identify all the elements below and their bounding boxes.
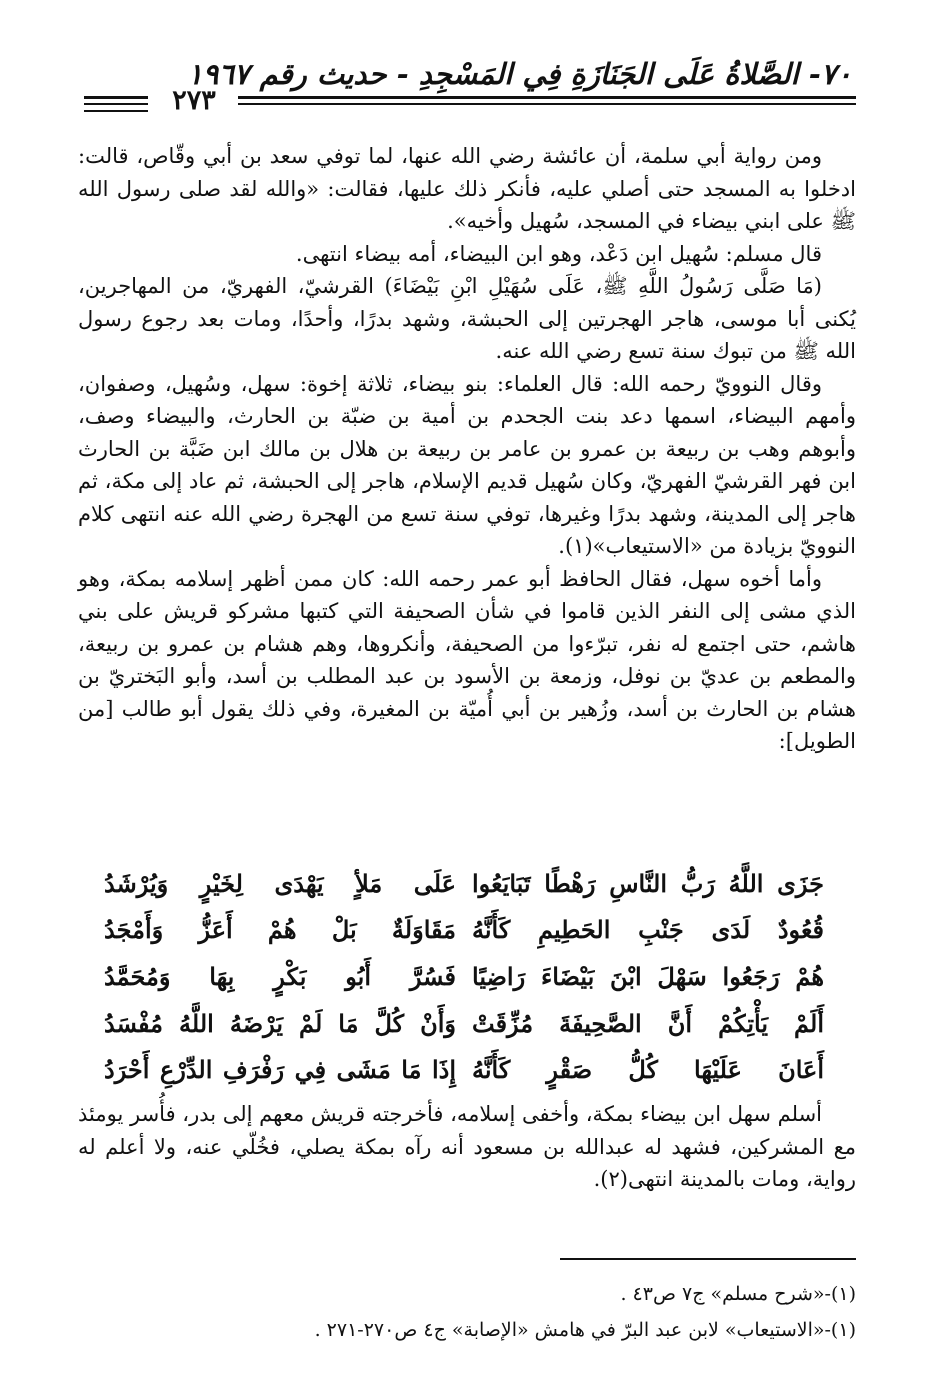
paragraph: ومن رواية أبي سلمة، أن عائشة رضي الله عنها، لما توفي سعد بن أبي وقّاص، قالت: ادخلوا به المسجد حتى أصلي عليه، فأنكر ذلك عليها، فقالت: «والله لقد صلى رسول الله ﷺ على ابني بيضاء في المسجد، سُهيل وأخيه». xyxy=(78,144,856,233)
paragraph: (مَا صَلَّى رَسُولُ اللَّهِ ﷺ، عَلَى سُهَيْلِ ابْنِ بَيْضَاءَ) القرشيّ، الفهريّ، من المهاجرين، يُكنى أبا موسى، هاجر الهجرتين إلى الحبشة، وشهد بدرًا، وأحدًا، ومات بعد رجوع رسول الله ﷺ من تبوك سنة تسع رضي الله عنه. xyxy=(78,274,856,363)
poem-verse xyxy=(96,907,832,954)
page-number: ٢٧٣ xyxy=(172,85,216,116)
main-text xyxy=(78,140,856,758)
closing-text xyxy=(78,1098,856,1196)
poem-verse xyxy=(96,1046,832,1093)
verse-second-hemistich: عَلَى مَلأٍ يَهْدَى لِخَيْرٍ وَيُرْشَدُ xyxy=(104,868,456,898)
paragraph: أسلم سهل ابن بيضاء بمكة، وأخفى إسلامه، فأخرجته قريش معهم إلى بدر، فأُسر يومئذ مع المشركين، فشهد له عبدالله بن مسعود أنه رآه بمكة يصلي، فخُلّي عنه، ولا أعلم له رواية، ومات بالمدينة انتهى(٢). xyxy=(78,1102,856,1191)
header-rule xyxy=(238,96,856,99)
verse-second-hemistich: إِذَا مَا مَشَى فِي رَفْرَفِ الدِّرْعِ أَحْرَدُ xyxy=(104,1055,456,1085)
running-header-title: ٧٠- الصَّلاةُ عَلَى الجَنَازَةِ فِي المَسْجِدِ - حديث رقم ١٩٦٧ xyxy=(187,57,852,91)
footnotes xyxy=(78,1276,856,1348)
page-number-rule xyxy=(84,103,148,105)
poem-verse xyxy=(96,1000,832,1047)
paragraph: قال مسلم: سُهيل ابن دَعْد، وهو ابن البيضاء، أمه بيضاء انتهى. xyxy=(295,241,822,266)
page-number-rule xyxy=(84,96,148,99)
footnote: (١)-«شرح مسلم» ج٧ ص٤٣ . xyxy=(620,1283,856,1305)
verse-second-hemistich: وَأَنْ كُلَّ مَا لَمْ يَرْضَهُ اللَّهُ مُفْسَدُ xyxy=(104,1008,456,1038)
verse-second-hemistich: مَقَاوَلَةٌ بَلْ هُمْ أَعَزُّ وَأَمْجَدُ xyxy=(104,915,456,945)
footnote: (١)-«الاستيعاب» لابن عبد البرّ في هامش «الإصابة» ج٤ ص٢٧٠-٢٧١ . xyxy=(314,1319,856,1341)
verse-second-hemistich: فَسُرَّ أَبُو بَكْرٍ بِهَا وَمُحَمَّدُ xyxy=(104,961,456,991)
page-number-rule xyxy=(84,110,148,112)
poem-verse xyxy=(96,953,832,1000)
verse-first-hemistich: جَزَى اللَّهُ رَبُّ النَّاسِ رَهْطًا تَبَايَعُوا xyxy=(472,868,824,898)
paragraph: وقال النوويّ رحمه الله: قال العلماء: بنو بيضاء، ثلاثة إخوة: سهل، وسُهيل، وصفوان، وأمهم البيضاء، اسمها دعد بنت الجحدم بن أمية بن ضبّة بن الحارث، والبيضاء وصف، وأبوهم وهب بن ربيعة بن عمرو بن عامر بن ربيعة بن هلال بن مالك ابن ضَبَّة بن الحارث ابن فهر القرشيّ الفهريّ، وكان سُهيل قديم الإسلام، هاجر إلى الحبشة، ثم عاد إلى مكة، ثم هاجر إلى المدينة، وشهد بدرًا وغيرها، توفي سنة تسع من الهجرة رضي الله عنه انتهى كلام النوويّ بزيادة من «الاستيعاب»(١). xyxy=(78,371,856,558)
verse-first-hemistich: هُمْ رَجَعُوا سَهْلَ ابْنَ بَيْضَاءَ رَاضِيًا xyxy=(472,961,824,991)
paragraph: وأما أخوه سهل، فقال الحافظ أبو عمر رحمه الله: كان ممن أظهر إسلامه بمكة، وهو الذي مشى إلى النفر الذين قاموا في شأن الصحيفة التي كتبها مشركو قريش على بني هاشم، حتى اجتمع له نفر، تبرّءوا من الصحيفة، وأنكروها، وهم هشام بن عمرو بن ربيعة، والمطعم بن عديّ بن نوفل، وزمعة بن الأسود بن عبد المطلب بن أسد، وأبو البَختريّ بن هشام بن الحارث بن أسد، وزُهير بن أبي أُميّة بن المغيرة، وفي ذلك يقول أبو طالب [من الطويل]: xyxy=(78,566,856,753)
verse-first-hemistich: أَعَانَ عَلَيْهَا كُلُّ صَقْرٍ كَأَنَّهُ xyxy=(472,1055,824,1085)
header-rule xyxy=(238,103,856,105)
poem-verse xyxy=(96,860,832,907)
poem xyxy=(96,860,832,1093)
verse-first-hemistich: قُعُودٌ لَدَى جَنْبِ الحَطِيمِ كَأَنَّهُ xyxy=(472,915,824,945)
verse-first-hemistich: أَلَمْ يَأْتِكُمْ أَنَّ الصَّحِيفَةَ مُزِّقَتْ xyxy=(472,1008,824,1038)
footnote-rule xyxy=(560,1258,856,1260)
